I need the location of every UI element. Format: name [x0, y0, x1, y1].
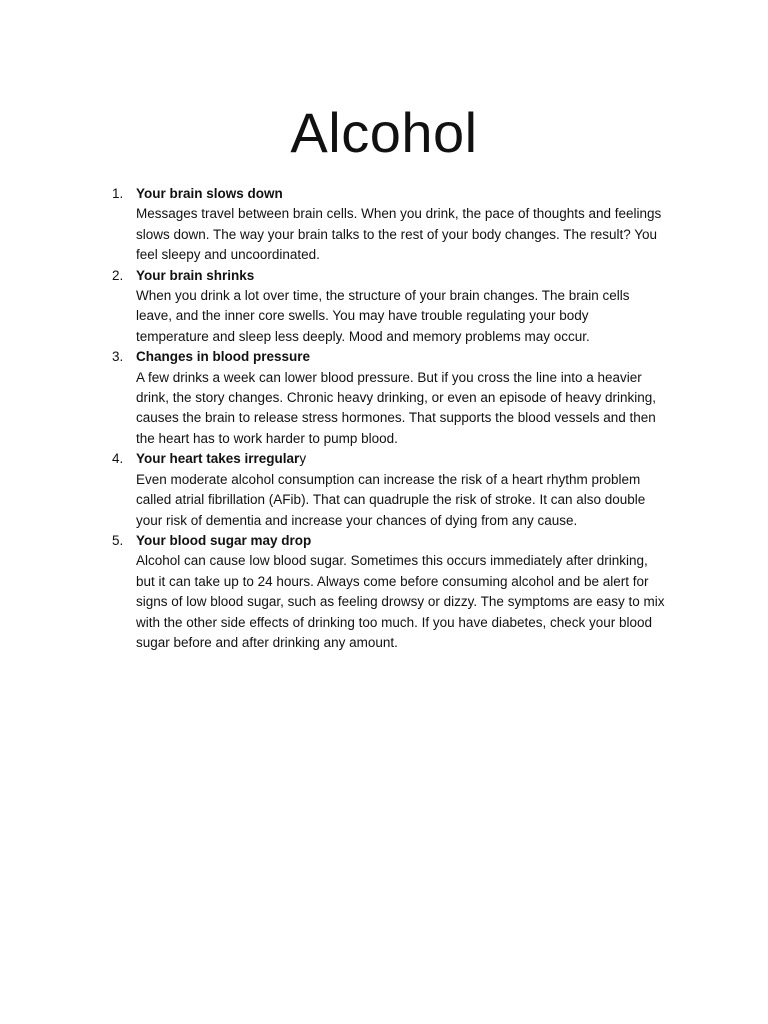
body-line: A few drinks a week can lower blood pressure. But if you cross the line into a heavier [136, 369, 642, 385]
list-number: 2. [112, 267, 124, 283]
body-line: slows down. The way your brain talks to the rest of your body changes. The result? You [136, 226, 658, 242]
body-line: Alcohol can cause low blood sugar. Sometimes this occurs immediately after drinking, [136, 553, 648, 569]
body-line: When you drink a lot over time, the structure of your brain changes. The brain cells [136, 288, 630, 304]
item-heading-text: Your brain slows down [136, 186, 283, 201]
item-heading [136, 347, 676, 367]
list-number: 3. [112, 349, 124, 365]
item-heading-text: Changes in blood pressure [136, 349, 311, 365]
body-line: signs of low blood sugar, such as feeling drowsy or dizzy. The symptoms are easy to mix [136, 594, 665, 610]
body-line: the heart has to work harder to pump blood. [136, 430, 398, 446]
body-line: sugar before and after drinking any amount. [136, 634, 398, 650]
item-heading-text: Your heart takes irregular [136, 451, 300, 467]
list-item-2 [112, 266, 676, 348]
item-body [136, 551, 676, 653]
item-body [136, 204, 676, 265]
item-heading-text: Your blood sugar may drop [136, 532, 312, 548]
body-line: Even moderate alcohol consumption can increase the risk of a heart rhythm problem [136, 471, 641, 487]
body-line: temperature and sleep less deeply. Mood and memory problems may occur. [136, 328, 590, 344]
list-item-4 [112, 449, 676, 531]
numbered-list [112, 184, 676, 653]
list-number: 1. [112, 186, 124, 201]
body-line: with the other side effects of drinking too much. If you have diabetes, check your blood [136, 614, 653, 630]
list-number: 4. [112, 451, 124, 467]
body-line: called atrial fibrillation (AFib). That can quadruple the risk of stroke. It can also double [136, 492, 646, 508]
item-body [136, 286, 676, 347]
list-item-1 [112, 184, 676, 266]
list-item-5 [112, 531, 676, 653]
item-heading-text: Your brain shrinks [136, 267, 255, 283]
body-line: but it can take up to 24 hours. Always come before consuming alcohol and be alert for [136, 573, 649, 589]
body-line: drink, the story changes. Chronic heavy drinking, or even an episode of heavy drinking, [136, 390, 657, 406]
item-heading-tail: y [299, 451, 307, 467]
list-item-3 [112, 347, 676, 449]
body-line: leave, and the inner core swells. You may have trouble regulating your body [136, 308, 589, 324]
body-line: your risk of dementia and increase your chances of dying from any cause. [136, 512, 578, 528]
body-line: causes the brain to release stress hormones. That supports the blood vessels and then [136, 410, 656, 426]
item-body [136, 368, 676, 450]
list-number: 5. [112, 532, 124, 548]
item-heading [136, 449, 676, 469]
document-title: Alcohol [290, 101, 478, 164]
body-line: feel sleepy and uncoordinated. [136, 247, 320, 263]
body-line: Messages travel between brain cells. When you drink, the pace of thoughts and feelings [136, 206, 662, 222]
item-body [136, 470, 676, 531]
item-heading [136, 531, 676, 551]
item-heading [136, 184, 676, 204]
item-heading [136, 266, 676, 286]
